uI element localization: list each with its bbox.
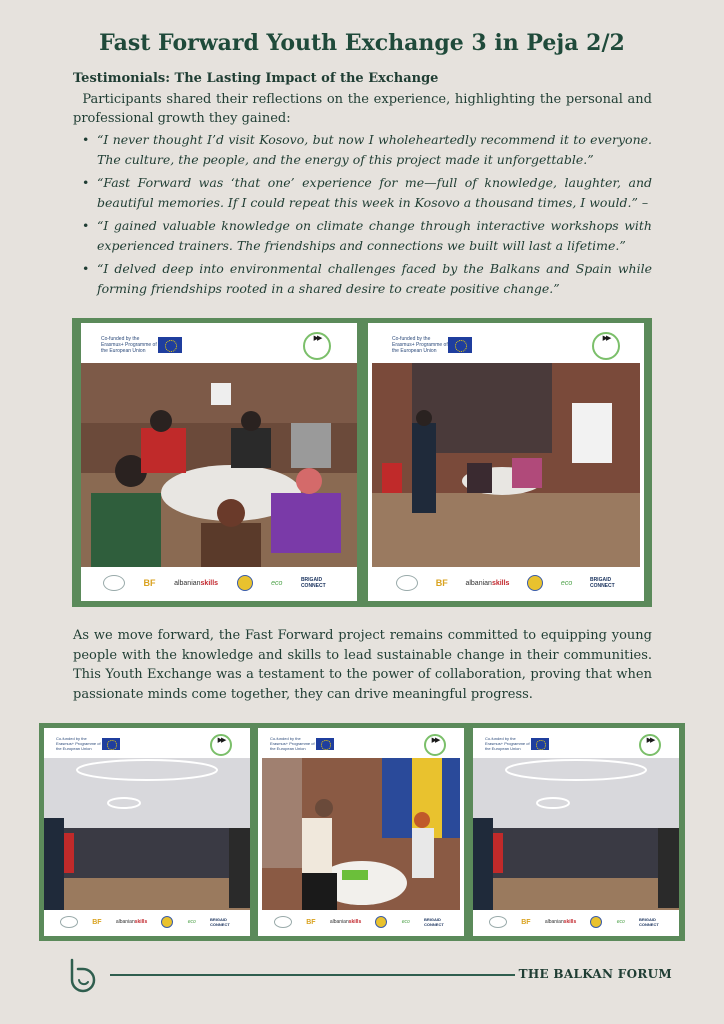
eco-logo: eco [271, 579, 283, 587]
partner-logos [60, 914, 234, 930]
fast-forward-logo-icon [424, 734, 446, 756]
fast-forward-logo-icon [210, 734, 232, 756]
partner-logos [103, 573, 333, 593]
cofunded-text: Co-funded by the Erasmus+ Programme of the European Union [392, 336, 448, 354]
eu-flag-icon [448, 337, 472, 353]
photo-card [258, 728, 464, 936]
brigaid-logo: BRIGAID CONNECT [300, 577, 326, 589]
photo-card [44, 728, 250, 936]
albanian-skills-logo: albanianskills [174, 579, 219, 587]
group-photo [44, 758, 250, 910]
seal-logo-icon [590, 916, 602, 928]
testimonial-item: • “I gained valuable knowledge on climate change through interactive workshops with experienced trainers. The friendships and connections we built will last a lifetime.” [80, 216, 652, 255]
partner-logo-icon [274, 916, 292, 928]
albanian-skills-logo: albanianskills [465, 579, 510, 587]
workshop-photo [372, 363, 640, 567]
testimonial-item: • “I never thought I’d visit Kosovo, but now I wholeheartedly recommend it to everyone. The culture, the people, and the energy of this project made it unforgettable.” [80, 130, 652, 169]
eu-flag-icon [102, 738, 120, 750]
bf-logo: BF [143, 578, 156, 588]
brigaid-logo: BRIGAID CONNECT [424, 917, 444, 927]
partner-logos [396, 573, 622, 593]
brigaid-logo: BRIGAID CONNECT [210, 917, 230, 927]
eco-logo: eco [401, 919, 410, 925]
cofunded-text: Co-funded by the Erasmus+ Programme of the European Union [101, 336, 157, 354]
footer-brand: THE BALKAN FORUM [518, 967, 672, 981]
albanian-skills-logo: albanianskills [115, 919, 148, 925]
seal-logo-icon [161, 916, 173, 928]
albanian-skills-logo: albanianskills [544, 919, 577, 925]
fast-forward-logo-icon [639, 734, 661, 756]
intro-paragraph: Participants shared their reflections on the experience, highlighting the personal and professional growth they gained: [73, 92, 653, 126]
partner-logos [489, 914, 663, 930]
bf-logo: BF [435, 578, 448, 588]
seal-logo-icon [237, 575, 253, 591]
eco-logo: eco [187, 919, 196, 925]
page-title: Fast Forward Youth Exchange 3 in Peja 2/2 [99, 30, 625, 56]
bf-logo: BF [306, 918, 316, 926]
seal-logo-icon [527, 575, 543, 591]
fast-forward-logo-icon [303, 332, 331, 360]
brigaid-logo: BRIGAID CONNECT [639, 917, 659, 927]
fast-forward-logo-icon [592, 332, 620, 360]
testimonial-list [80, 130, 652, 302]
partner-logo-icon [60, 916, 78, 928]
photo-card [81, 323, 357, 601]
activity-photo [262, 758, 460, 910]
testimonial-item: • “Fast Forward was ‘that one’ experience for me—full of knowledge, laughter, and beautiful memories. If I could repeat this week in Kosovo a thousand times, I would.” – [80, 173, 652, 212]
partner-logo-icon [396, 575, 418, 591]
partner-logo-icon [489, 916, 507, 928]
cofunded-text: Co-funded by the Erasmus+ Programme of the European Union [485, 736, 530, 751]
partner-logos [274, 914, 448, 930]
seal-logo-icon [375, 916, 387, 928]
section-subtitle: Testimonials: The Lasting Impact of the Exchange [73, 71, 439, 86]
cofunded-text: Co-funded by the Erasmus+ Programme of the European Union [56, 736, 101, 751]
eco-logo: eco [560, 579, 573, 587]
bf-logo: BF [92, 918, 102, 926]
albanian-skills-logo: albanianskills [329, 919, 362, 925]
balkan-forum-logo-icon [66, 958, 100, 998]
eu-flag-icon [316, 738, 334, 750]
eco-logo: eco [616, 919, 625, 925]
testimonial-item: • “I delved deep into environmental challenges faced by the Balkans and Spain while forming friendships rooted in a shared desire to create positive change.” [80, 259, 652, 298]
eu-flag-icon [531, 738, 549, 750]
closing-paragraph: As we move forward, the Fast Forward project remains committed to equipping young people with the knowledge and skills to lead sustainable change in their communities. This Youth Exchange was a testament to the power of collaboration, proving that when passionate minds come together, they can drive meaningful progress. [73, 628, 652, 702]
eu-flag-icon [158, 337, 182, 353]
cofunded-text: Co-funded by the Erasmus+ Programme of the European Union [270, 736, 315, 751]
photo-card [368, 323, 644, 601]
bf-logo: BF [521, 918, 531, 926]
brigaid-logo: BRIGAID CONNECT [589, 577, 615, 589]
photo-card [473, 728, 679, 936]
footer-divider [110, 974, 515, 976]
partner-logo-icon [103, 575, 125, 591]
workshop-photo [81, 363, 357, 567]
group-photo [473, 758, 679, 910]
